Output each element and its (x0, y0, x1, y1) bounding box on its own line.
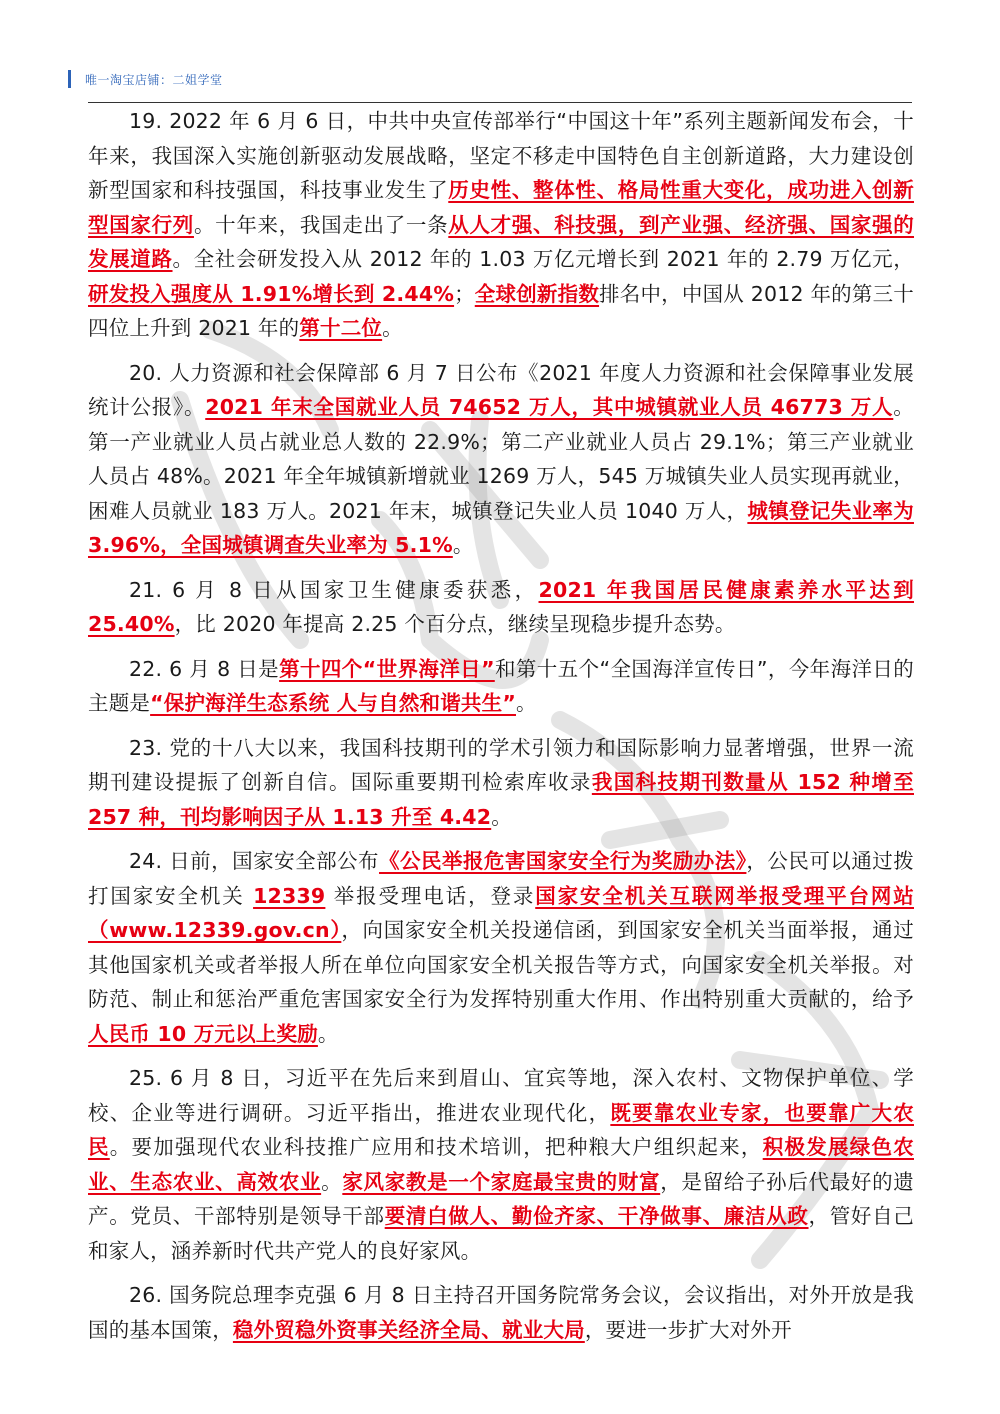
highlighted-text: 家风家教是一个家庭最宝贵的财富 (342, 1169, 661, 1194)
body-text: ； (454, 281, 475, 306)
body-text: 和第十五个“全国海洋宣传日”，今年海洋日的主题是 (88, 656, 914, 715)
body-text: 。全社会研发投入从 2012 年的 1.03 万亿元增长到 2021 年的 2.79 万亿元， (172, 247, 914, 271)
body-text: 23. 党的十八大以来，我国科技期刊的学术引领力和国际影响力显著增强，世界一流期刊建设提振了创新自信。国际重要期刊检索库收录 (88, 735, 914, 794)
highlighted-text: 我国科技期刊数量从 152 种增至 257 种，刊均影响因子从 1.13 升至 4.42 (88, 770, 914, 829)
header-accent-bar (68, 70, 71, 88)
highlighted-text: 稳外贸稳外资事关经济全局、就业大局 (232, 1317, 585, 1342)
body-text: 。 (321, 1169, 343, 1194)
body-text: ，是留给子孙后代最好的遗产。党员、干部特别是领导干部 (88, 1169, 915, 1228)
highlighted-text: 2021 年末全国就业人员 74652 万人，其中城镇就业人员 46773 万人 (205, 395, 894, 419)
body-text: ，要进一步扩大对外开 (584, 1317, 792, 1342)
body-text: 24. 日前，国家安全部公布 (129, 849, 380, 873)
highlighted-text: 既要靠农业专家，也要靠广大农民 (88, 1100, 914, 1159)
body-text: 排名中，中国从 2012 年的第三十四位上升到 2021 年的 (88, 281, 914, 340)
body-text: 。要加强现代农业科技推广应用和技术培训，把种粮大户组织起来， (109, 1135, 763, 1159)
highlighted-text: 2021 年我国居民健康素养水平达到 25.40% (88, 577, 914, 636)
news-item-22 (88, 652, 914, 721)
body-text: 26. 国务院总理李克强 6 月 8 日主持召开国务院常务会议，会议指出，对外开放是我国的基本国策， (88, 1283, 914, 1342)
highlighted-text: “保护海洋生态系统 人与自然和谐共生” (150, 691, 516, 715)
highlighted-text: 第十二位 (299, 316, 383, 340)
page-header (68, 70, 223, 88)
body-text: 19. 2022 年 6 月 6 日，中共中央宣传部举行“中国这十年”系列主题新闻发布会，十年来，我国深入实施创新驱动发展战略，坚定不移走中国特色自主创新道路，大力建设创新型国家和科技强国，科技事业发生了 (88, 109, 914, 202)
body-text: 。 (452, 533, 474, 557)
news-item-25 (88, 1061, 914, 1268)
news-item-24 (88, 844, 914, 1051)
highlighted-text: 城镇登记失业率为 3.96%，全国城镇调查失业率为 5.1% (88, 498, 914, 557)
header-divider (88, 102, 912, 103)
body-text: 。十年来，我国走出了一条 (193, 212, 449, 237)
news-item-26 (88, 1278, 914, 1347)
body-text: ，比 2020 年提高 2.25 个百分点，继续呈现稳步提升态势。 (174, 612, 736, 636)
body-text: 21. 6 月 8 日从国家卫生健康委获悉， (129, 577, 539, 602)
highlighted-text: 积极发展绿色农业、生态农业、高效农业 (88, 1135, 914, 1194)
body-text: ，管好自己和家人，涵养新时代共产党人的良好家风。 (88, 1204, 914, 1263)
document-body (88, 104, 914, 1357)
body-text: 22. 6 月 8 日是 (129, 656, 280, 681)
highlighted-text: 从人才强、科技强，到产业强、经济强、国家强的发展道路 (88, 212, 915, 271)
news-item-19 (88, 104, 914, 346)
highlighted-text: 国家安全机关互联网举报受理平台网站（www.12339.gov.cn） (88, 883, 914, 942)
highlighted-text: 《公民举报危害国家安全行为奖励办法》 (379, 849, 747, 873)
body-text: 25. 6 月 8 日，习近平在先后来到眉山、宜宾等地，深入农村、文物保护单位、学校、企业等进行调研。习近平指出，推进农业现代化， (88, 1066, 914, 1125)
body-text: 。 (382, 316, 403, 340)
highlighted-text: 全球创新指数 (474, 281, 600, 306)
highlighted-text: 研发投入强度从 1.91%增长到 2.44% (88, 281, 455, 306)
news-item-20 (88, 356, 914, 563)
highlighted-text: 要清白做人、勤俭齐家、干净做事、廉洁从政 (384, 1204, 809, 1228)
body-text: ，向国家安全机关投递信函，到国家安全机关当面举报，通过其他国家机关或者举报人所在单位向国家安全机关报告等方式，向国家安全机关举报。对防范、制止和惩治严重危害国家安全行为发挥特别重大作用、作出特别重大贡献的，给予 (88, 918, 914, 1011)
header-shop-name: 唯一淘宝店铺：二姐学堂 (85, 72, 223, 87)
body-text: ，公民可以通过拨打国家安全机关 (88, 849, 914, 908)
body-text: 。第一产业就业人员占就业总人数的 22.9%；第二产业就业人员占 29.1%；第三产业就业人员占 48%。2021 年全年城镇新增就业 1269 万人，545 万城镇失业人员实现再就业，困难人员就业 183 万人。2021 年末，城镇登记失业人员 1040 万人， (88, 395, 914, 523)
body-text: 举报受理电话，登录 (325, 883, 536, 908)
news-item-23 (88, 731, 914, 835)
highlighted-text: 第十四个“世界海洋日” (279, 656, 495, 681)
body-text: 。 (317, 1021, 339, 1046)
highlighted-text: 12339 (253, 883, 326, 908)
body-text: 。 (491, 804, 512, 829)
news-item-21 (88, 573, 914, 642)
highlighted-text: 人民币 10 万元以上奖励 (88, 1021, 318, 1046)
body-text: 20. 人力资源和社会保障部 6 月 7 日公布《2021 年度人力资源和社会保障事业发展统计公报》。 (88, 360, 914, 419)
body-text: 。 (516, 691, 537, 715)
highlighted-text: 历史性、整体性、格局性重大变化，成功进入创新型国家行列 (88, 178, 914, 237)
